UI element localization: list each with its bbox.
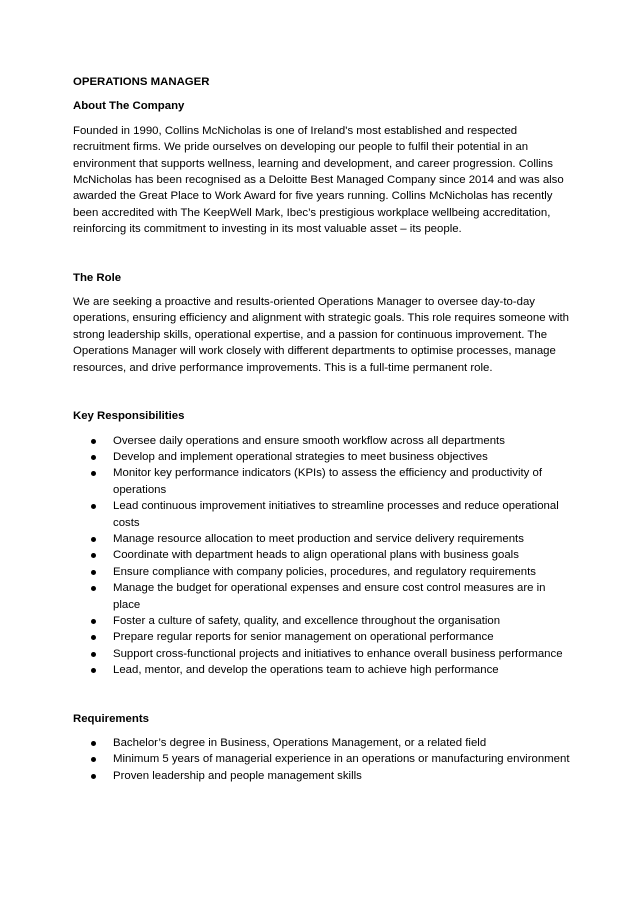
list-item — [73, 465, 573, 498]
bullet-icon — [91, 741, 96, 746]
bullet-icon — [91, 757, 96, 762]
list-item — [73, 547, 573, 563]
list-item-text: Monitor key performance indicators (KPIs) to assess the efficiency and productivity of operations — [113, 467, 543, 496]
list-item — [73, 751, 573, 767]
list-item — [73, 449, 573, 465]
about-heading: About The Company — [73, 100, 185, 113]
bullet-icon — [91, 652, 96, 657]
list-item — [73, 580, 573, 613]
list-item-text: Foster a culture of safety, quality, and excellence throughout the organisation — [113, 614, 501, 627]
bullet-icon — [91, 619, 96, 624]
bullet-icon — [91, 553, 96, 558]
bullet-icon — [91, 774, 96, 779]
about-text: Founded in 1990, Collins McNicholas is one of Ireland's most established and respected recruitment firms. We pride ourselves on developing our people to fulfil their potential in an environment that supports wellness, learning and development, and career progression. Collins McNicholas has been recognised as a Deloitte Best Managed Company since 2014 and was also awarded the Great Place to Work Award for five years running. Collins McNicholas has recently been accredited with The KeepWell Mark, Ibec’s prestigious workplace wellbeing accreditation, reinforcing its commitment to investing in its most valuable asset – its people. — [73, 124, 564, 236]
bullet-icon — [91, 586, 96, 591]
role-text: We are seeking a proactive and results-oriented Operations Manager to oversee day-to-day operations, ensuring efficiency and alignment with strategic goals. This role requires someone with strong leadership skills, operational expertise, and a passion for continuous improvement. The Operations Manager will work closely with different departments to optimise processes, manage resources, and drive performance improvements. This is a full-time permanent role. — [73, 296, 569, 374]
list-item — [73, 629, 573, 645]
list-item — [73, 613, 573, 629]
list-item-text: Develop and implement operational strategies to meet business objectives — [113, 450, 488, 463]
list-item-text: Support cross-functional projects and initiatives to enhance overall business performance — [113, 647, 563, 660]
list-item-text: Ensure compliance with company policies, procedures, and regulatory requirements — [113, 565, 536, 578]
document-title: OPERATIONS MANAGER — [73, 76, 210, 88]
bullet-icon — [91, 471, 96, 476]
requirements-heading: Requirements — [73, 712, 149, 725]
list-item-text: Minimum 5 years of managerial experience in an operations or manufacturing environment — [113, 753, 570, 766]
list-item — [73, 433, 573, 449]
bullet-icon — [91, 668, 96, 673]
list-item-text: Manage resource allocation to meet production and service delivery requirements — [113, 532, 524, 545]
list-item — [73, 564, 573, 580]
bullet-icon — [91, 537, 96, 542]
list-item-text: Prepare regular reports for senior management on operational performance — [113, 631, 494, 644]
spacer — [73, 679, 573, 711]
responsibilities-heading: Key Responsibilities — [73, 410, 185, 423]
list-item-text: Lead, mentor, and develop the operations team to achieve high performance — [113, 664, 499, 677]
role-heading: The Role — [73, 271, 122, 284]
list-item — [73, 662, 573, 678]
responsibilities-list — [73, 433, 573, 679]
document-page — [73, 74, 573, 784]
list-item — [73, 646, 573, 662]
list-item-text: Proven leadership and people management skills — [113, 769, 362, 782]
list-item — [73, 735, 573, 751]
bullet-icon — [91, 455, 96, 460]
list-item-text: Bachelor’s degree in Business, Operations Management, or a related field — [113, 737, 487, 749]
bullet-icon — [91, 504, 96, 509]
list-item-text: Coordinate with department heads to align operational plans with business goals — [113, 549, 519, 562]
list-item-text: Oversee daily operations and ensure smooth workflow across all departments — [113, 434, 505, 447]
list-item-text: Manage the budget for operational expenses and ensure cost control measures are in place — [113, 582, 546, 611]
spacer — [73, 238, 573, 270]
bullet-icon — [91, 439, 96, 444]
bullet-icon — [91, 570, 96, 575]
bullet-icon — [91, 635, 96, 640]
spacer — [73, 376, 573, 408]
list-item — [73, 768, 573, 784]
requirements-list — [73, 735, 573, 784]
list-item-text: Lead continuous improvement initiatives to streamline processes and reduce operational costs — [113, 500, 559, 529]
list-item — [73, 531, 573, 547]
list-item — [73, 498, 573, 531]
